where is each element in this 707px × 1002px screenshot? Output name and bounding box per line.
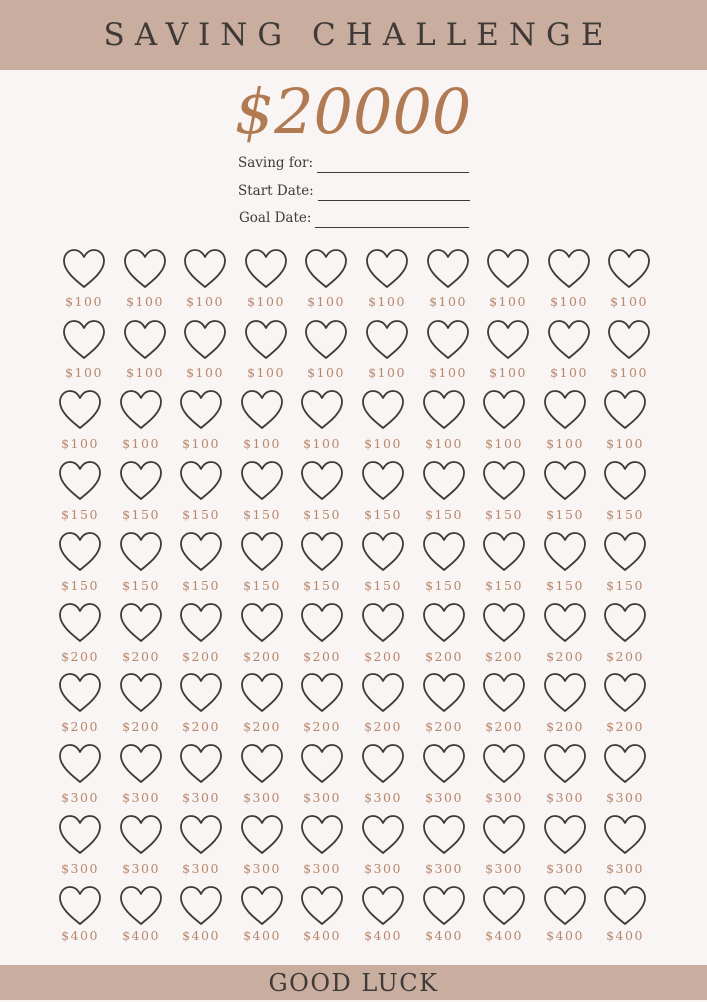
- heart-value-label: $150: [546, 578, 584, 593]
- heart-icon[interactable]: [546, 248, 592, 290]
- heart-icon[interactable]: [239, 389, 285, 431]
- heart-icon[interactable]: [421, 460, 467, 502]
- heart-icon[interactable]: [57, 460, 103, 502]
- heart-value-label: $400: [303, 928, 341, 943]
- heart-icon[interactable]: [303, 248, 349, 290]
- footer-text: GOOD LUCK: [268, 969, 439, 997]
- heart-value-label: $300: [425, 790, 463, 805]
- heart-value-label: $400: [485, 928, 523, 943]
- heart-value-label: $400: [425, 928, 463, 943]
- heart-value-label: $100: [489, 365, 527, 380]
- heart-value-label: $150: [485, 507, 523, 522]
- heart-value-label: $100: [186, 365, 224, 380]
- heart-value-label: $150: [61, 507, 99, 522]
- heart-value-label: $100: [61, 436, 99, 451]
- heart-value-label: $300: [606, 790, 644, 805]
- heart-value-label: $150: [606, 578, 644, 593]
- heart-icon[interactable]: [57, 672, 103, 714]
- heart-icon[interactable]: [602, 460, 648, 502]
- heart-icon[interactable]: [299, 531, 345, 573]
- heart-value-label: $300: [425, 861, 463, 876]
- heart-icon[interactable]: [602, 672, 648, 714]
- heart-value-label: $150: [303, 507, 341, 522]
- heart-value-label: $200: [303, 719, 341, 734]
- heart-value-label: $200: [606, 649, 644, 664]
- heart-icon[interactable]: [299, 602, 345, 644]
- heart-value-label: $200: [182, 649, 220, 664]
- heart-value-label: $100: [610, 365, 648, 380]
- heart-icon[interactable]: [360, 672, 406, 714]
- heart-icon[interactable]: [360, 389, 406, 431]
- heart-icon[interactable]: [118, 389, 164, 431]
- heart-value-label: $100: [364, 436, 402, 451]
- heart-icon[interactable]: [243, 319, 289, 361]
- heart-icon[interactable]: [239, 743, 285, 785]
- heart-value-label: $300: [122, 790, 160, 805]
- heart-icon[interactable]: [602, 814, 648, 856]
- heart-icon[interactable]: [421, 743, 467, 785]
- heart-icon[interactable]: [57, 814, 103, 856]
- heart-icon[interactable]: [182, 319, 228, 361]
- heart-icon[interactable]: [602, 531, 648, 573]
- heart-value-label: $150: [61, 578, 99, 593]
- heart-value-label: $100: [247, 365, 285, 380]
- heart-icon[interactable]: [421, 531, 467, 573]
- heart-value-label: $150: [303, 578, 341, 593]
- heart-icon[interactable]: [299, 814, 345, 856]
- heart-value-label: $300: [243, 861, 281, 876]
- heart-value-label: $100: [126, 294, 164, 309]
- heart-value-label: $300: [182, 790, 220, 805]
- heart-icon[interactable]: [606, 248, 652, 290]
- heart-icon[interactable]: [542, 602, 588, 644]
- heart-value-label: $100: [485, 436, 523, 451]
- heart-icon[interactable]: [178, 885, 224, 927]
- heart-icon[interactable]: [602, 885, 648, 927]
- heart-icon[interactable]: [546, 319, 592, 361]
- heart-value-label: $300: [364, 861, 402, 876]
- heart-icon[interactable]: [421, 602, 467, 644]
- heart-icon[interactable]: [122, 319, 168, 361]
- heart-icon[interactable]: [364, 319, 410, 361]
- heart-icon[interactable]: [421, 814, 467, 856]
- heart-icon[interactable]: [118, 814, 164, 856]
- heart-icon[interactable]: [485, 319, 531, 361]
- heart-icon[interactable]: [421, 389, 467, 431]
- heart-value-label: $200: [364, 649, 402, 664]
- heart-icon[interactable]: [542, 389, 588, 431]
- heart-value-label: $200: [546, 719, 584, 734]
- heart-value-label: $100: [550, 294, 588, 309]
- heart-icon[interactable]: [239, 602, 285, 644]
- heart-icon[interactable]: [481, 885, 527, 927]
- heart-value-label: $200: [182, 719, 220, 734]
- saving-for-label: Saving for:: [238, 155, 313, 171]
- heart-value-label: $200: [243, 649, 281, 664]
- heart-icon[interactable]: [57, 602, 103, 644]
- heart-value-label: $100: [182, 436, 220, 451]
- heart-icon[interactable]: [481, 460, 527, 502]
- heart-value-label: $300: [303, 790, 341, 805]
- heart-value-label: $100: [425, 436, 463, 451]
- heart-value-label: $100: [606, 436, 644, 451]
- heart-value-label: $150: [606, 507, 644, 522]
- heart-icon[interactable]: [425, 248, 471, 290]
- heart-icon[interactable]: [57, 743, 103, 785]
- heart-value-label: $100: [307, 365, 345, 380]
- heart-value-label: $100: [368, 365, 406, 380]
- heart-value-label: $300: [485, 861, 523, 876]
- heart-value-label: $100: [65, 294, 103, 309]
- heart-icon[interactable]: [299, 672, 345, 714]
- heart-icon[interactable]: [178, 389, 224, 431]
- heart-icon[interactable]: [364, 248, 410, 290]
- heart-value-label: $300: [61, 790, 99, 805]
- heart-icon[interactable]: [421, 672, 467, 714]
- heart-value-label: $100: [429, 365, 467, 380]
- heart-icon[interactable]: [542, 531, 588, 573]
- page-title: SAVING CHALLENGE: [103, 17, 614, 53]
- heart-icon[interactable]: [239, 814, 285, 856]
- heart-icon[interactable]: [481, 531, 527, 573]
- heart-icon[interactable]: [602, 389, 648, 431]
- heart-value-label: $200: [61, 719, 99, 734]
- heart-value-label: $400: [364, 928, 402, 943]
- heart-value-label: $300: [61, 861, 99, 876]
- heart-value-label: $100: [368, 294, 406, 309]
- heart-value-label: $100: [122, 436, 160, 451]
- heart-icon[interactable]: [178, 814, 224, 856]
- heart-icon[interactable]: [299, 460, 345, 502]
- heart-value-label: $200: [485, 719, 523, 734]
- heart-value-label: $100: [610, 294, 648, 309]
- heart-value-label: $200: [243, 719, 281, 734]
- heart-value-label: $100: [489, 294, 527, 309]
- heart-icon[interactable]: [360, 814, 406, 856]
- heart-icon[interactable]: [542, 885, 588, 927]
- heart-icon[interactable]: [178, 602, 224, 644]
- heart-icon[interactable]: [602, 602, 648, 644]
- heart-icon[interactable]: [239, 460, 285, 502]
- heart-value-label: $100: [550, 365, 588, 380]
- goal-amount: $20000: [234, 75, 472, 148]
- heart-value-label: $200: [122, 719, 160, 734]
- heart-icon[interactable]: [299, 389, 345, 431]
- heart-icon[interactable]: [481, 672, 527, 714]
- heart-icon[interactable]: [542, 814, 588, 856]
- heart-icon[interactable]: [239, 672, 285, 714]
- heart-icon[interactable]: [542, 743, 588, 785]
- heart-icon[interactable]: [57, 531, 103, 573]
- heart-value-label: $150: [122, 507, 160, 522]
- heart-value-label: $200: [364, 719, 402, 734]
- heart-value-label: $200: [122, 649, 160, 664]
- heart-icon[interactable]: [178, 531, 224, 573]
- heart-value-label: $100: [186, 294, 224, 309]
- heart-value-label: $300: [122, 861, 160, 876]
- heart-icon[interactable]: [303, 319, 349, 361]
- heart-value-label: $200: [61, 649, 99, 664]
- heart-icon[interactable]: [57, 885, 103, 927]
- heart-value-label: $300: [243, 790, 281, 805]
- heart-value-label: $150: [364, 578, 402, 593]
- heart-value-label: $150: [364, 507, 402, 522]
- heart-value-label: $150: [243, 507, 281, 522]
- heart-value-label: $150: [485, 578, 523, 593]
- heart-value-label: $400: [243, 928, 281, 943]
- heart-icon[interactable]: [606, 319, 652, 361]
- goal-date-label: Goal Date:: [239, 210, 312, 226]
- heart-icon[interactable]: [360, 460, 406, 502]
- heart-icon[interactable]: [602, 743, 648, 785]
- heart-icon[interactable]: [542, 460, 588, 502]
- heart-value-label: $150: [182, 507, 220, 522]
- heart-icon[interactable]: [118, 460, 164, 502]
- heart-icon[interactable]: [360, 885, 406, 927]
- heart-value-label: $300: [546, 790, 584, 805]
- heart-icon[interactable]: [360, 531, 406, 573]
- heart-icon[interactable]: [421, 885, 467, 927]
- heart-icon[interactable]: [542, 672, 588, 714]
- heart-icon[interactable]: [481, 743, 527, 785]
- heart-value-label: $150: [546, 507, 584, 522]
- heart-value-label: $200: [606, 719, 644, 734]
- heart-value-label: $200: [546, 649, 584, 664]
- heart-icon[interactable]: [481, 602, 527, 644]
- heart-value-label: $300: [303, 861, 341, 876]
- heart-icon[interactable]: [118, 885, 164, 927]
- heart-value-label: $400: [606, 928, 644, 943]
- heart-icon[interactable]: [122, 248, 168, 290]
- heart-value-label: $400: [122, 928, 160, 943]
- heart-value-label: $400: [182, 928, 220, 943]
- heart-value-label: $200: [425, 719, 463, 734]
- heart-value-label: $200: [485, 649, 523, 664]
- heart-icon[interactable]: [178, 460, 224, 502]
- heart-icon[interactable]: [178, 672, 224, 714]
- heart-icon[interactable]: [239, 885, 285, 927]
- heart-value-label: $150: [122, 578, 160, 593]
- heart-value-label: $400: [546, 928, 584, 943]
- heart-icon[interactable]: [481, 814, 527, 856]
- heart-value-label: $300: [546, 861, 584, 876]
- heart-value-label: $300: [364, 790, 402, 805]
- heart-value-label: $150: [425, 507, 463, 522]
- heart-icon[interactable]: [118, 743, 164, 785]
- heart-icon[interactable]: [425, 319, 471, 361]
- heart-icon[interactable]: [243, 248, 289, 290]
- heart-icon[interactable]: [360, 602, 406, 644]
- heart-value-label: $150: [243, 578, 281, 593]
- heart-value-label: $400: [61, 928, 99, 943]
- start-date-label: Start Date:: [238, 183, 314, 199]
- heart-icon[interactable]: [485, 248, 531, 290]
- heart-icon[interactable]: [118, 672, 164, 714]
- heart-icon[interactable]: [239, 531, 285, 573]
- heart-value-label: $100: [303, 436, 341, 451]
- heart-value-label: $100: [247, 294, 285, 309]
- heart-value-label: $100: [65, 365, 103, 380]
- heart-icon[interactable]: [61, 319, 107, 361]
- heart-icon[interactable]: [360, 743, 406, 785]
- heart-value-label: $150: [182, 578, 220, 593]
- heart-icon[interactable]: [299, 743, 345, 785]
- heart-icon[interactable]: [118, 531, 164, 573]
- heart-value-label: $300: [182, 861, 220, 876]
- heart-icon[interactable]: [481, 389, 527, 431]
- heart-value-label: $200: [425, 649, 463, 664]
- heart-value-label: $100: [243, 436, 281, 451]
- heart-value-label: $300: [485, 790, 523, 805]
- heart-icon[interactable]: [299, 885, 345, 927]
- heart-value-label: $100: [307, 294, 345, 309]
- heart-icon[interactable]: [118, 602, 164, 644]
- heart-value-label: $200: [303, 649, 341, 664]
- heart-icon[interactable]: [182, 248, 228, 290]
- heart-value-label: $300: [606, 861, 644, 876]
- heart-icon[interactable]: [178, 743, 224, 785]
- heart-value-label: $100: [126, 365, 164, 380]
- heart-value-label: $100: [429, 294, 467, 309]
- heart-icon[interactable]: [57, 389, 103, 431]
- heart-value-label: $150: [425, 578, 463, 593]
- heart-value-label: $100: [546, 436, 584, 451]
- heart-icon[interactable]: [61, 248, 107, 290]
